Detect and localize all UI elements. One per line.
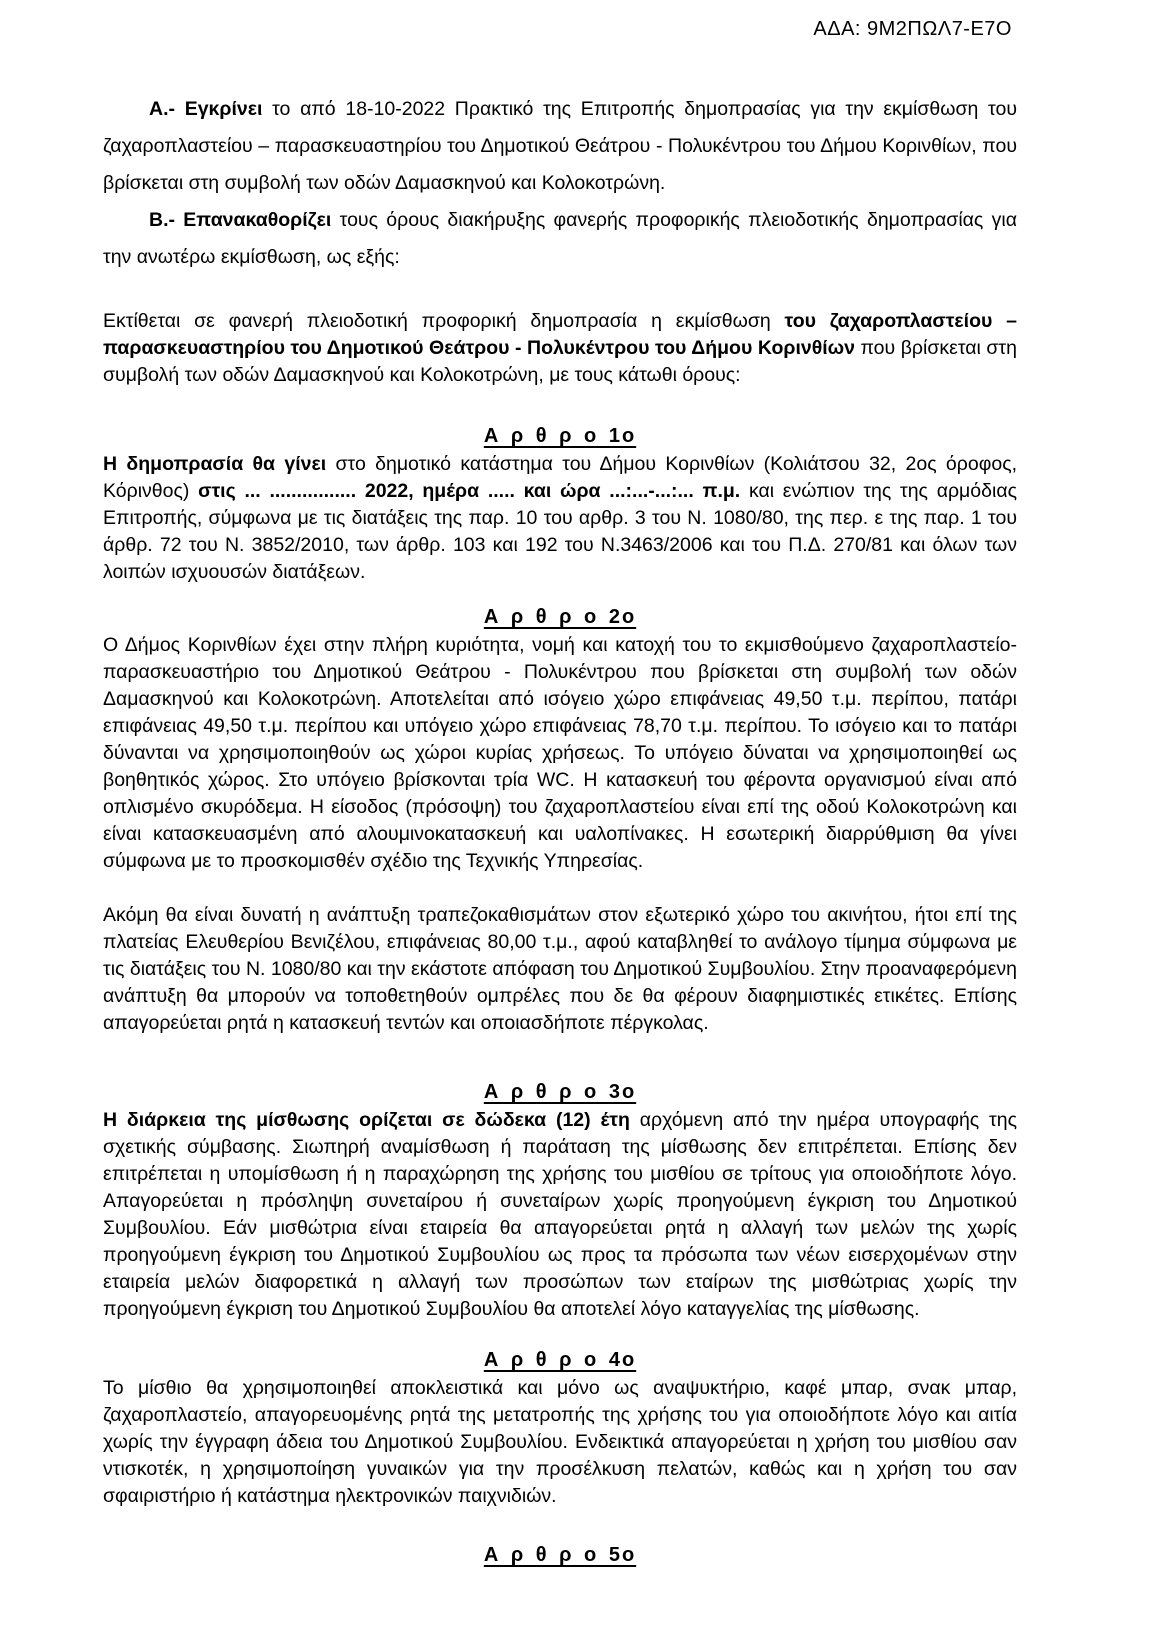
article-1-lead: Η δημοπρασία θα γίνει <box>103 453 327 475</box>
paragraph-redefine <box>103 202 1017 276</box>
paragraph-intro-post: που βρίσκεται στη συμβολή των οδών Δαμασκηνού και Κολοκοτρώνη, με τους κάτωθι όρους: <box>103 337 1017 386</box>
article-3-heading-text: Α ρ θ ρ ο 3ο <box>483 1081 637 1103</box>
article-1-date-placeholder: στις ... ................ 2022, ημέρα ..... και ώρα ...:...-...:... π.μ. <box>198 480 741 502</box>
paragraph-redefine-lead: Β.- Επανακαθορίζει <box>149 209 332 231</box>
article-4-heading-text: Α ρ θ ρ ο 4ο <box>483 1349 637 1371</box>
article-4-paragraph: Το μίσθιο θα χρησιμοποιηθεί αποκλειστικά και μόνο ως αναψυκτήριο, καφέ μπαρ, σνακ μπαρ, ζαχαροπλαστείο, απαγορευομένης ρητά της μετατροπής της χρήσης του για οποιοδήποτε λόγο και αιτία χωρίς την έγγραφη άδεια του Δημοτικού Συμβουλίου. Ενδεικτικά απαγορεύεται η χρήση του μισθίου σαν ντισκοτέκ, η χρησιμοποίηση γυναικών για την προσέλκυση πελατών, καθώς και η χρήση του σαν σφαιριστήριο ή κατάστημα ηλεκτρονικών παιχνιδιών. <box>103 1377 1017 1507</box>
article-2-paragraph-2: Ακόμη θα είναι δυνατή η ανάπτυξη τραπεζοκαθισμάτων στον εξωτερικό χώρο του ακινήτου, ήτοι επί της πλατείας Ελευθερίου Βενιζέλου, επιφάνειας 80,00 τ.μ., αφού καταβληθεί το ανάλογο τίμημα σύμφωνα με τις διατάξεις του Ν. 1080/80 και την εκάστοτε απόφαση του Δημοτικού Συμβουλίου. Στην προαναφερόμενη ανάπτυξη θα μπορούν να τοποθετηθούν ομπρέλες που δε θα φέρουν διαφημιστικές ετικέτες. Επίσης απαγορεύεται ρητά η κατασκευή τεντών και οποιασδήποτε πέργκολας. <box>103 904 1017 1034</box>
article-3-rest: αρχόμενη από την ημέρα υπογραφής της σχετικής σύμβασης. Σιωπηρή αναμίσθωση ή παράταση της μίσθωσης δεν επιτρέπεται. Επίσης δεν επιτρέπεται η υπομίσθωση ή η παραχώρηση της χρήσης του μισθίου σε τρίτους για οποιοδήποτε λόγο. Απαγορεύεται η πρόσληψη συνεταίρου ή συνεταίρων χωρίς προηγούμενη έγκριση του Δημοτικού Συμβουλίου. Εάν μισθώτρια είναι εταιρεία θα απαγορεύεται ρητά η αλλαγή των μελών της χωρίς προηγούμενη έγκριση του Δημοτικού Συμβουλίου ως προς τα πρόσωπα των νέων εισερχομένων στην εταιρεία μελών διαφορετικά η αλλαγή των προσώπων των εταίρων της μισθώτριας χωρίς την προηγούμενη έγκριση του Δημοτικού Συμβουλίου θα αποτελεί λόγο καταγγελίας της μίσθωσης. <box>103 1109 1017 1320</box>
article-3-heading <box>103 1079 1017 1106</box>
paragraph-approve <box>103 91 1017 202</box>
article-3-paragraph <box>103 1107 1017 1323</box>
article-1-rest: και ενώπιον της της αρμόδιας Επιτροπής, σύμφωνα με τις διατάξεις της παρ. 10 του αρθρ. 3 του Ν. 1080/80, της περ. ε της παρ. 1 του άρθρ. 72 του Ν. 3852/2010, των άρθρ. 103 και 192 του Ν.3463/2006 και του Π.Δ. 270/81 και όλων των λοιπών ισχυουσών διατάξεων. <box>103 480 1017 583</box>
article-5-heading <box>103 1542 1017 1569</box>
paragraph-intro <box>103 308 1017 389</box>
paragraph-intro-bold: του ζαχαροπλαστείου – παρασκευαστηρίου του Δημοτικού Θεάτρου - Πολυκέντρου του Δήμου Κορινθίων <box>103 310 1017 359</box>
article-2-heading <box>103 604 1017 631</box>
article-1-paragraph <box>103 451 1017 586</box>
document-content <box>103 91 1017 1569</box>
article-1-mid: στο δημοτικό κατάστημα του Δήμου Κορινθίων (Κολιάτσου 32, 2ος όροφος, Κόρινθος) <box>103 453 1018 502</box>
paragraph-redefine-body: τους όρους διακήρυξης φανερής προφορικής πλειοδοτικής δημοπρασίας για την ανωτέρω εκμίσθωση, ως εξής: <box>103 209 1017 268</box>
article-2-heading-text: Α ρ θ ρ ο 2ο <box>483 606 637 628</box>
paragraph-approve-body: το από 18-10-2022 Πρακτικό της Επιτροπής δημοπρασίας για την εκμίσθωση του ζαχαροπλαστείου – παρασκευαστηρίου του Δημοτικού Θεάτρου - Πολυκέντρου του Δήμου Κορινθίων, που βρίσκεται στη συμβολή των οδών Δαμασκηνού και Κολοκοτρώνη. <box>103 98 1017 194</box>
paragraph-intro-pre: Εκτίθεται σε φανερή πλειοδοτική προφορική δημοπρασία η εκμίσθωση <box>103 310 785 332</box>
article-4-heading <box>103 1347 1017 1374</box>
ada-code: ΑΔΑ: 9Μ2ΠΩΛ7-Ε7Ο <box>813 18 1012 40</box>
article-3-lead: Η διάρκεια της μίσθωσης ορίζεται σε δώδεκα (12) έτη <box>103 1109 630 1131</box>
paragraph-approve-lead: Α.- Εγκρίνει <box>149 98 263 120</box>
article-5-heading-text: Α ρ θ ρ ο 5ο <box>483 1544 637 1566</box>
article-1-heading <box>103 423 1017 450</box>
article-1-heading-text: Α ρ θ ρ ο 1ο <box>483 425 637 447</box>
article-2-paragraph-1: Ο Δήμος Κορινθίων έχει στην πλήρη κυριότητα, νομή και κατοχή του το εκμισθούμενο ζαχαροπλαστείο-παρασκευαστήριο του Δημοτικού Θεάτρου - Πολυκέντρου που βρίσκεται στη συμβολή των οδών Δαμασκηνού και Κολοκοτρώνη. Αποτελείται από ισόγειο χώρο επιφάνειας 49,50 τ.μ. περίπου, πατάρι επιφάνειας 49,50 τ.μ. περίπου και υπόγειο χώρο επιφάνειας 78,70 τ.μ. περίπου. Το ισόγειο και το πατάρι δύνανται να χρησιμοποιηθούν ως χώροι κυρίας χρήσεως. Το υπόγειο δύναται να χρησιμοποιηθεί ως βοηθητικός χώρος. Στο υπόγειο βρίσκονται τρία WC. Η κατασκευή του φέροντα οργανισμού είναι από οπλισμένο σκυρόδεμα. Η είσοδος (πρόσοψη) του ζαχαροπλαστείου είναι επί της οδού Κολοκοτρώνη και είναι κατασκευασμένη από αλουμινοκατασκευή και υαλοπίνακες. Η εσωτερική διαρρύθμιση θα γίνει σύμφωνα με το προσκομισθέν σχέδιο της Τεχνικής Υπηρεσίας. <box>103 634 1017 872</box>
